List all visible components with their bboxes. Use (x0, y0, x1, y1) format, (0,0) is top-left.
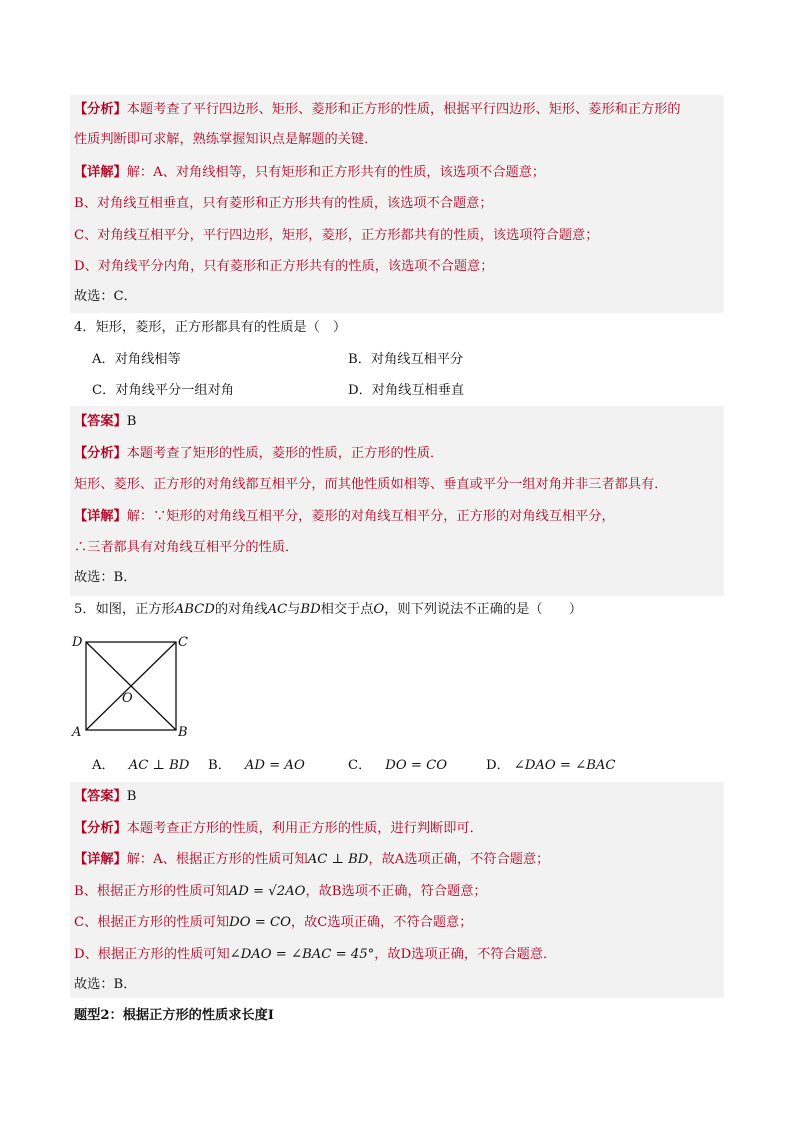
q4-analysis-line-1: 【分析】本题考查了矩形的性质，菱形的性质，正方形的性质． (74, 446, 444, 461)
q4-option-d: D．对角线互相垂直 (348, 383, 465, 398)
q5-option-c: C． DO = CO (348, 758, 448, 773)
square-diagram (70, 630, 200, 742)
q4-choice-line: 故选：B． (74, 570, 137, 585)
label-a: A (72, 725, 82, 740)
detail-line-3: C、对角线互相平分，平行四边形，矩形，菱形，正方形都共有的性质，该选项符合题意； (74, 228, 599, 243)
label-c: C (178, 635, 188, 650)
q4-option-c: C．对角线平分一组对角 (92, 383, 234, 398)
label-o: O (122, 691, 133, 706)
q5-option-d: D． ∠DAO = ∠BAC (486, 758, 616, 773)
question-5-stem: 5．如图，正方形ABCD的对角线AC与BD相交于点O，则下列说法不正确的是（ ） (74, 602, 583, 617)
label-d: D (72, 635, 83, 650)
q5-detail-line-1: 【详解】解：A、根据正方形的性质可知AC ⊥ BD，故A选项正确，不符合题意； (74, 852, 550, 867)
q5-analysis-line: 【分析】本题考查正方形的性质，利用正方形的性质，进行判断即可． (74, 821, 483, 836)
detail-line-1: 【详解】解：A、对角线相等，只有矩形和正方形共有的性质，该选项不合题意； (74, 165, 546, 180)
q4-detail-line-1: 【详解】解：∵矩形的对角线互相平分，菱形的对角线互相平分，正方形的对角线互相平分， (74, 509, 615, 524)
q4-detail-line-2: ∴三者都具有对角线互相平分的性质． (74, 540, 299, 555)
q4-answer-line: 【答案】B (74, 414, 137, 429)
q4-option-a: A．对角线相等 (92, 352, 181, 367)
choice-line: 故选：C． (74, 289, 137, 304)
q4-option-b: B．对角线互相平分 (348, 352, 464, 367)
question-4-stem: 4．矩形，菱形，正方形都具有的性质是（ ） (74, 320, 347, 335)
q5-detail-line-2: B、根据正方形的性质可知AD = √2AO，故B选项不正确，符合题意； (74, 884, 487, 899)
analysis-line-1: 【分析】本题考查了平行四边形、矩形、菱形和正方形的性质，根据平行四边形、矩形、菱形和正方形的 (74, 102, 681, 117)
label-b: B (178, 725, 188, 740)
q5-detail-line-3: C、根据正方形的性质可知DO = CO，故C选项正确，不符合题意； (74, 915, 473, 930)
q5-detail-line-4: D、根据正方形的性质可知∠DAO = ∠BAC = 45°，故D选项正确，不符合题意． (74, 947, 557, 962)
q5-choice-line: 故选：B． (74, 977, 137, 992)
q4-analysis-line-2: 矩形、菱形、正方形的对角线都互相平分，而其他性质如相等、垂直或平分一组对角并非三者都具有． (74, 477, 668, 492)
detail-line-2: B、对角线互相垂直，只有菱形和正方形共有的性质，该选项不合题意； (74, 196, 493, 211)
section-heading: 题型2：根据正方形的性质求长度Ⅰ (74, 1008, 274, 1023)
analysis-line-2: 性质判断即可求解，熟练掌握知识点是解题的关键． (74, 132, 378, 147)
q5-option-b: B． AD = AO (208, 758, 305, 773)
q5-option-a: A． AC ⊥ BD (92, 758, 190, 773)
detail-line-4: D、对角线平分内角，只有菱形和正方形共有的性质，该选项不合题意； (74, 259, 494, 274)
q5-answer-line: 【答案】B (74, 789, 137, 804)
